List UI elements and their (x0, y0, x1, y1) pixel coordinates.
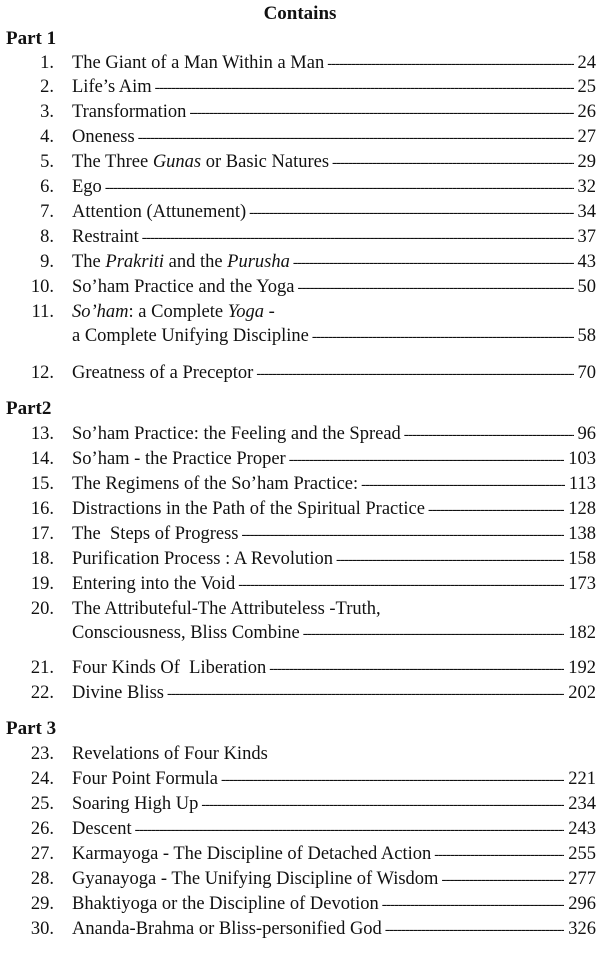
entry-title-continued: Consciousness, Bliss Combine (72, 623, 300, 643)
page-number: 29 (577, 152, 596, 172)
page-number: 34 (577, 202, 596, 222)
page-number: 43 (577, 252, 596, 272)
entry-title: Attention (Attunement) (72, 202, 247, 222)
page-number: 37 (577, 227, 596, 247)
toc-entry (0, 53, 600, 77)
entry-title: Life’s Aim (72, 77, 152, 97)
entry-title: Four Point Formula (72, 769, 218, 789)
toc-entry (0, 474, 600, 498)
entry-number: 5. (40, 152, 54, 172)
entry-title: Ananda-Brahma or Bliss-personified God (72, 919, 382, 939)
page-number: 221 (568, 769, 596, 789)
leader-dots (303, 623, 565, 644)
entry-number: 8. (40, 227, 54, 247)
leader-dots (312, 326, 574, 347)
entry-number: 10. (30, 277, 54, 297)
entry-number: 13. (30, 424, 54, 444)
entry-title: Restraint (72, 227, 139, 247)
leader-dots (382, 894, 565, 915)
leader-dots (241, 524, 564, 545)
entry-number: 27. (30, 844, 54, 864)
toc-entry (0, 77, 600, 101)
entry-title: Greatness of a Preceptor (72, 363, 254, 383)
entry-title: Bhaktiyoga or the Discipline of Devotion (72, 894, 379, 914)
part-heading-2: Part2 (6, 398, 52, 419)
page-number: 96 (577, 424, 596, 444)
leader-dots (293, 252, 574, 273)
toc-entry (0, 499, 600, 523)
leader-dots (142, 227, 574, 248)
entry-number: 25. (30, 794, 54, 814)
toc-entry (0, 127, 600, 151)
entry-number: 14. (30, 449, 54, 469)
toc-entry (0, 363, 600, 387)
page-title: Contains (263, 3, 337, 24)
entry-title: Entering into the Void (72, 574, 236, 594)
entry-number: 28. (30, 869, 54, 889)
entry-title: Transformation (72, 102, 187, 122)
toc-entry (0, 102, 600, 126)
entry-title: Four Kinds Of Liberation (72, 658, 267, 678)
entry-number: 30. (30, 919, 54, 939)
entry-number: 19. (30, 574, 54, 594)
entry-number: 9. (40, 252, 54, 272)
toc-entry (0, 202, 600, 226)
entry-number: 20. (30, 599, 54, 619)
page-number: 243 (568, 819, 596, 839)
entry-number: 11. (31, 302, 54, 322)
leader-dots (155, 77, 574, 98)
page-number: 113 (568, 474, 596, 494)
entry-title: The Prakriti and the Purusha (72, 252, 290, 272)
entry-number: 16. (30, 499, 54, 519)
entry-title: The Giant of a Man Within a Man (72, 53, 325, 73)
leader-dots (332, 152, 573, 173)
toc-entry (0, 819, 600, 843)
leader-dots (327, 53, 573, 74)
toc-entry (0, 424, 600, 448)
entry-number: 7. (40, 202, 54, 222)
leader-dots (269, 658, 564, 679)
entry-title: Oneness (72, 127, 135, 147)
page-number: 173 (568, 574, 596, 594)
entry-number: 12. (30, 363, 54, 383)
leader-dots (238, 574, 564, 595)
entry-title: So’ham Practice: the Feeling and the Spread (72, 424, 401, 444)
entry-title: So’ham - the Practice Proper (72, 449, 286, 469)
entry-number: 26. (30, 819, 54, 839)
toc-entry (0, 919, 600, 943)
toc-entry (0, 524, 600, 548)
leader-dots (105, 177, 574, 198)
entry-title: Revelations of Four Kinds (72, 744, 268, 764)
entry-number: 22. (30, 683, 54, 703)
page-number: 182 (568, 623, 596, 643)
page-number: 26 (577, 102, 596, 122)
page-number: 296 (568, 894, 596, 914)
toc-entry (0, 894, 600, 918)
toc-entry (0, 844, 600, 868)
toc-entry (0, 683, 600, 707)
entry-number: 18. (30, 549, 54, 569)
page-number: 24 (577, 53, 596, 73)
page-number: 326 (568, 919, 596, 939)
entry-number: 21. (30, 658, 54, 678)
toc-entry (0, 302, 600, 350)
entry-number: 6. (40, 177, 54, 197)
toc-entry (0, 769, 600, 793)
entry-number: 15. (30, 474, 54, 494)
page-number: 234 (568, 794, 596, 814)
part-heading-3: Part 3 (6, 718, 57, 739)
toc-entry (0, 794, 600, 818)
leader-dots (361, 474, 565, 495)
toc-entry (0, 549, 600, 573)
toc-entry (0, 252, 600, 276)
toc-entry (0, 599, 600, 647)
entry-number: 4. (40, 127, 54, 147)
entry-title: The Steps of Progress (72, 524, 239, 544)
toc-entry (0, 574, 600, 598)
leader-dots (297, 277, 573, 298)
entry-number: 23. (30, 744, 54, 764)
page-number: 138 (568, 524, 596, 544)
entry-number: 1. (40, 53, 54, 73)
entry-title-continued: a Complete Unifying Discipline (72, 326, 309, 346)
toc-entry (0, 658, 600, 682)
toc-entry (0, 277, 600, 301)
leader-dots (289, 449, 565, 470)
entry-title: The Attributeful-The Attributeless -Truth, (72, 599, 381, 619)
page-number: 103 (568, 449, 596, 469)
entry-title: So’ham: a Complete Yoga - (72, 302, 275, 322)
toc-entry (0, 227, 600, 251)
entry-title: The Three Gunas or Basic Natures (72, 152, 330, 172)
page-number: 27 (577, 127, 596, 147)
page-number: 50 (577, 277, 596, 297)
leader-dots (249, 202, 573, 223)
entry-title: So’ham Practice and the Yoga (72, 277, 295, 297)
part-heading-1: Part 1 (6, 28, 57, 49)
page-number: 58 (577, 326, 596, 346)
entry-title: Karmayoga - The Discipline of Detached Action (72, 844, 432, 864)
page-number: 25 (577, 77, 596, 97)
entry-title: Ego (72, 177, 102, 197)
entry-title: Gyanayoga - The Unifying Discipline of Wisdom (72, 869, 439, 889)
entry-title: Divine Bliss (72, 683, 164, 703)
leader-dots (256, 363, 573, 384)
leader-dots (434, 844, 564, 865)
leader-dots (221, 769, 564, 790)
entry-number: 2. (40, 77, 54, 97)
toc-entry (0, 177, 600, 201)
toc-entry (0, 152, 600, 176)
leader-dots (428, 499, 564, 520)
toc-entry (0, 869, 600, 893)
leader-dots (201, 794, 564, 815)
leader-dots (189, 102, 573, 123)
leader-dots (167, 683, 564, 704)
entry-number: 3. (40, 102, 54, 122)
leader-dots (135, 819, 565, 840)
leader-dots (404, 424, 574, 445)
page-number: 255 (568, 844, 596, 864)
page-number: 70 (577, 363, 596, 383)
leader-dots (336, 549, 564, 570)
page-number: 158 (568, 549, 596, 569)
page-number: 277 (568, 869, 596, 889)
entry-number: 17. (30, 524, 54, 544)
page-number: 128 (568, 499, 596, 519)
leader-dots (441, 869, 564, 890)
toc-entry (0, 744, 600, 768)
page-number: 192 (568, 658, 596, 678)
page-number: 32 (577, 177, 596, 197)
entry-title: Soaring High Up (72, 794, 199, 814)
toc-entry (0, 449, 600, 473)
entry-number: 29. (30, 894, 54, 914)
entry-title: Descent (72, 819, 132, 839)
page-number: 202 (568, 683, 596, 703)
leader-dots (138, 127, 574, 148)
entry-number: 24. (30, 769, 54, 789)
entry-title: Distractions in the Path of the Spiritual Practice (72, 499, 425, 519)
leader-dots (385, 919, 564, 940)
entry-title: Purification Process : A Revolution (72, 549, 334, 569)
entry-title: The Regimens of the So’ham Practice: (72, 474, 359, 494)
